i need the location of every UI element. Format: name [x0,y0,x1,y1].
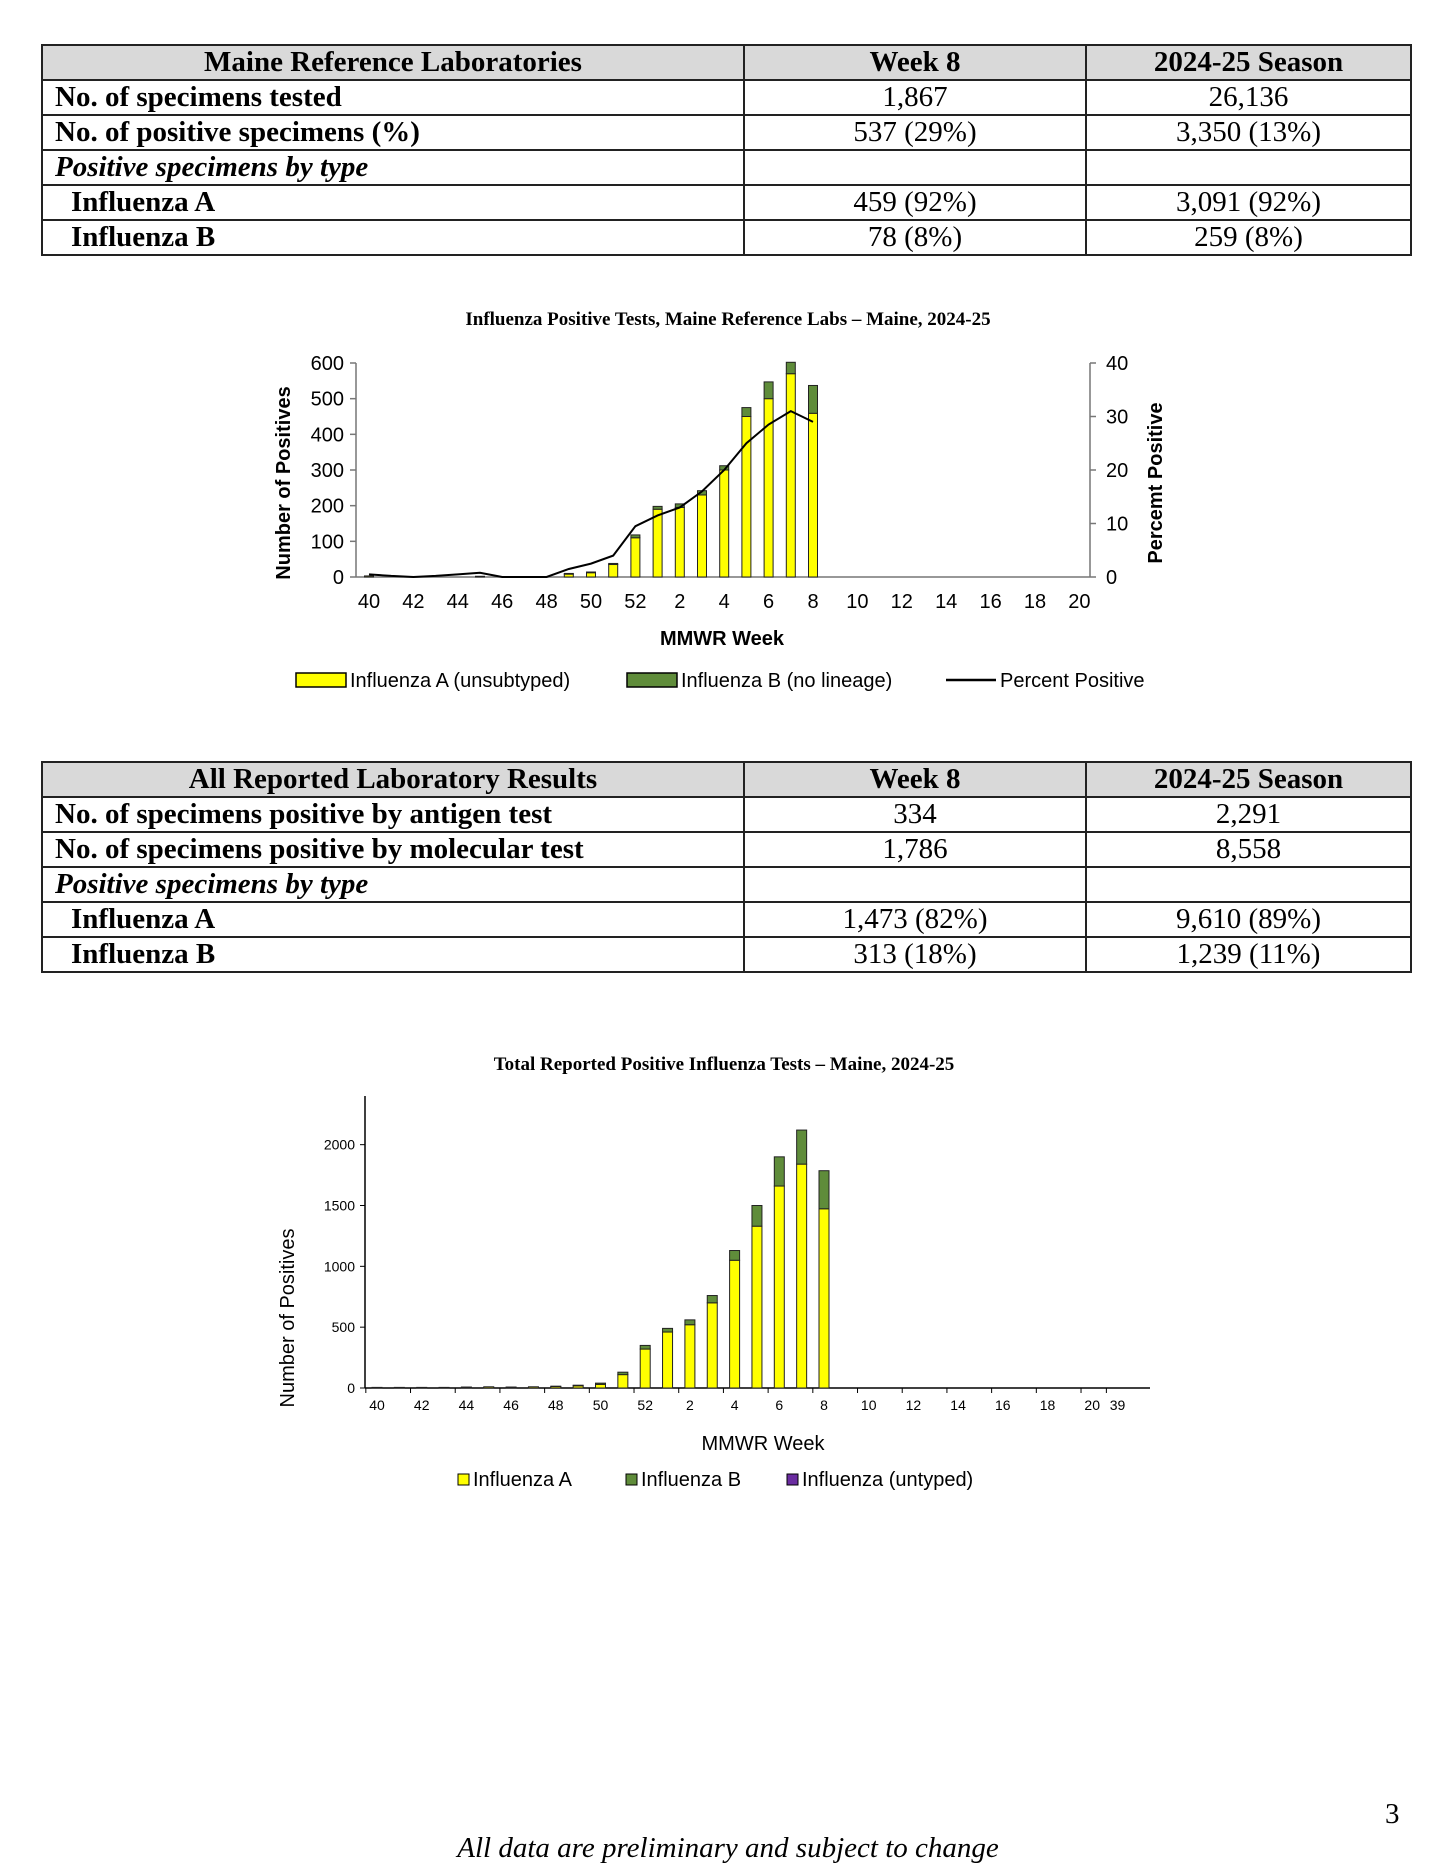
tick-label: 14 [935,591,958,613]
bar-flu-b [730,1251,740,1261]
footnote: All data are preliminary and subject to change [457,1832,999,1864]
table-row [42,220,1411,255]
page-number: 3 [1385,1798,1400,1830]
week-value: 1,786 [744,832,1086,867]
week-value: 334 [744,797,1086,832]
tick-label: 50 [579,591,603,613]
week-value: 313 (18%) [744,937,1086,972]
row-label: Influenza A [42,902,744,937]
season-value: 2,291 [1086,797,1411,832]
table-row [42,832,1411,867]
tick-label: 2000 [323,1136,355,1153]
row-label: No. of specimens tested [42,80,744,115]
tick-label: 52 [624,591,647,613]
bar-flu-b [618,1372,628,1374]
table-row [42,937,1411,972]
bar-flu-b [573,1385,583,1386]
bar-flu-a [707,1303,717,1388]
week-value: 537 (29%) [744,115,1086,150]
row-label: Positive specimens by type [42,150,744,185]
season-value: 259 (8%) [1086,220,1411,255]
tick-label: 39 [1109,1397,1126,1413]
tick-label: 4 [730,1397,739,1413]
tick-label: 8 [807,591,819,613]
tick-label: 0 [347,1380,355,1396]
bar-flu-b [797,1130,807,1164]
table-header: Maine Reference Laboratories [42,45,744,80]
season-value: 3,350 (13%) [1086,115,1411,150]
tick-label: 40 [369,1397,385,1413]
tick-label: 0 [332,567,344,589]
tick-label: 2 [674,591,686,613]
season-value: 9,610 (89%) [1086,902,1411,937]
bar-flu-a [698,495,707,577]
table-header: All Reported Laboratory Results [42,762,744,797]
tick-label: 16 [979,591,1002,613]
legend-label: Influenza B [641,1469,742,1491]
all-reported-results-table [41,761,1412,973]
bar-flu-a [618,1375,628,1388]
tick-label: 14 [950,1397,966,1413]
bar-flu-b [596,1383,606,1384]
tick-label: 46 [503,1397,519,1413]
tick-label: 12 [890,591,913,613]
season-value: 8,558 [1086,832,1411,867]
season-value: 26,136 [1086,80,1411,115]
table-row [42,797,1411,832]
total-reported-chart-svg [0,1050,1456,1500]
table-row [42,867,1411,902]
row-label: No. of positive specimens (%) [42,115,744,150]
bar-flu-b [663,1328,673,1332]
tick-label: 50 [592,1397,609,1413]
tick-label: 6 [775,1397,784,1413]
bar-flu-a [786,374,795,577]
bar-flu-a [631,538,640,577]
y2-axis-label: Percemt Positive [1145,402,1167,564]
tick-label: 52 [637,1397,653,1413]
bar-flu-b [587,572,596,573]
bar-flu-a [596,1384,606,1388]
tick-label: 40 [1106,353,1129,375]
chart-title: Influenza Positive Tests, Maine Reference Labs – Maine, 2024-25 [465,309,991,330]
tick-label: 12 [905,1397,922,1413]
tick-label: 6 [763,591,775,613]
tick-label: 40 [357,591,381,613]
tick-label: 20 [1106,460,1129,482]
tick-label: 20 [1084,1397,1100,1413]
bar-flu-a [809,413,818,577]
table-row [42,150,1411,185]
bar-flu-b [742,408,751,417]
chart-legend [458,1469,973,1491]
bar-flu-a [653,509,662,577]
tick-label: 20 [1068,591,1091,613]
bar-flu-a [439,1387,449,1388]
bar-flu-a [752,1226,762,1388]
legend-label: Influenza A (unsubtyped) [350,670,571,692]
tick-label: 400 [310,424,344,447]
legend-swatch-flu-a [458,1474,469,1485]
week-value: 1,473 (82%) [744,902,1086,937]
y-axis-label: Number of Positives [273,386,295,580]
row-label: Influenza A [42,185,744,220]
bar-flu-a [730,1260,740,1388]
legend-label: Influenza B (no lineage) [681,670,893,692]
table-header: Week 8 [744,45,1086,80]
y-axis-label: Number of Positives [277,1228,299,1408]
tick-label: 10 [1106,513,1129,536]
legend-swatch-flu-b [626,1474,637,1485]
bar-flu-b [640,1345,650,1349]
row-label: No. of specimens positive by antigen test [42,797,744,832]
bar-flu-a [476,576,485,577]
bar-flu-a [394,1387,404,1388]
tick-label: 10 [860,1397,877,1413]
tick-label: 46 [491,591,514,613]
bar-flu-a [774,1186,784,1388]
bar-flu-b [786,362,795,373]
bar-flu-a [484,1387,494,1388]
tick-label: 44 [458,1397,475,1413]
reference-labs-table [41,44,1412,256]
tick-label: 1500 [323,1197,355,1214]
tick-label: 600 [310,353,344,375]
bar-flu-a [720,470,729,577]
tick-label: 500 [310,388,344,411]
row-label: Positive specimens by type [42,867,744,902]
bar-flu-a [365,576,374,577]
table-row [42,185,1411,220]
tick-label: 0 [1106,567,1118,589]
bar-flu-b [764,382,773,399]
chart-legend [296,670,1145,692]
bar-flu-a [506,1387,516,1388]
tick-label: 42 [402,591,425,613]
legend-label: Influenza A [473,1469,572,1491]
bar-flu-a [819,1209,829,1388]
table-header: 2024-25 Season [1086,45,1411,80]
legend-swatch-flu-b [627,673,677,687]
legend-swatch-flu-a [296,673,346,687]
bar-flu-b [564,573,573,574]
table-header-row [42,762,1411,797]
total-reported-chart [0,1050,1456,1500]
legend-swatch-untyped [787,1474,798,1485]
tick-label: 10 [846,591,869,613]
bar-flu-b [609,563,618,564]
table-header: Week 8 [744,762,1086,797]
tick-label: 4 [718,591,730,613]
season-value [1086,150,1411,185]
table-row [42,80,1411,115]
legend-label: Influenza (untyped) [802,1469,974,1491]
bar-flu-a [640,1349,650,1388]
reference-labs-chart [0,305,1456,705]
tick-label: 42 [413,1397,430,1413]
row-label: Influenza B [42,937,744,972]
table-header: 2024-25 Season [1086,762,1411,797]
tick-label: 48 [548,1397,564,1413]
bar-flu-b [685,1320,695,1325]
tick-label: 44 [446,591,469,613]
bar-flu-b [653,506,662,509]
season-value: 1,239 (11%) [1086,937,1411,972]
x-axis-label: MMWR Week [659,628,785,650]
bar-flu-b [707,1296,717,1303]
week-value: 78 (8%) [744,220,1086,255]
bar-flu-a [587,573,596,577]
tick-label: 200 [310,495,344,518]
bar-flu-a [675,507,684,577]
bar-flu-a [528,1387,538,1388]
table-row [42,902,1411,937]
week-value: 459 (92%) [744,185,1086,220]
tick-label: 1000 [323,1258,355,1275]
tick-label: 2 [686,1397,694,1413]
row-label: No. of specimens positive by molecular test [42,832,744,867]
week-value [744,867,1086,902]
table-header-row [42,45,1411,80]
tick-label: 8 [820,1397,828,1413]
bar-flu-a [461,1387,471,1388]
tick-label: 16 [995,1397,1011,1413]
bar-flu-a [663,1332,673,1388]
reference-labs-chart-svg [0,305,1456,705]
chart-title: Total Reported Positive Influenza Tests – Maine, 2024-25 [493,1054,955,1075]
row-label: Influenza B [42,220,744,255]
bar-flu-a [417,1387,427,1388]
tick-label: 48 [535,591,558,613]
tick-label: 100 [310,531,344,554]
table-row [42,115,1411,150]
season-value: 3,091 (92%) [1086,185,1411,220]
tick-label: 30 [1106,406,1129,429]
bar-flu-b [809,385,818,413]
season-value [1086,867,1411,902]
week-value [744,150,1086,185]
tick-label: 18 [1023,591,1047,613]
tick-label: 300 [310,460,344,482]
x-axis-label: MMWR Week [701,1433,825,1455]
tick-label: 18 [1039,1397,1056,1413]
tick-label: 500 [331,1319,355,1336]
bar-flu-b [774,1157,784,1186]
bar-flu-a [372,1387,382,1388]
bar-flu-a [797,1164,807,1388]
bar-flu-b [819,1171,829,1209]
bar-flu-b [752,1206,762,1227]
bar-flu-a [685,1325,695,1388]
week-value: 1,867 [744,80,1086,115]
bar-flu-b [631,535,640,538]
legend-label: Percent Positive [1000,670,1145,692]
bar-flu-a [609,565,618,577]
